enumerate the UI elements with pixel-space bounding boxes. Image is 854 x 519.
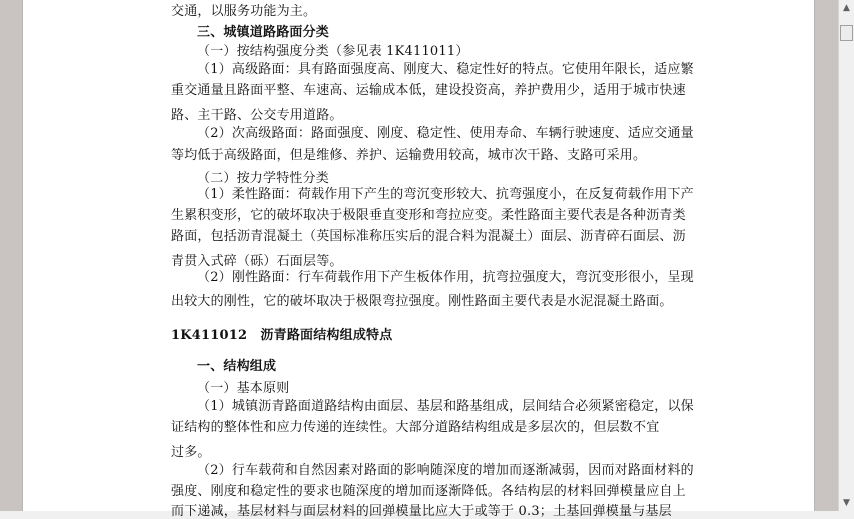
text-line: 过多。 (171, 445, 211, 460)
text-line: 交通，以服务功能为主。 (171, 4, 317, 19)
text-line: 青贯入式碎（砾）石面层等。 (171, 254, 343, 269)
text-heading: 一、结构组成 (197, 359, 277, 374)
scroll-up-icon[interactable]: ▲ (843, 3, 850, 13)
text-line: 重交通量且路面平整、车速高、运输成本低，建设投资高，养护费用少，适用于城市快速 (171, 83, 686, 98)
text-line: 等均低于高级路面，但是维修、养护、运输费用较高，城市次干路、支路可采用。 (171, 148, 647, 163)
text-heading: 三、城镇道路路面分类 (197, 25, 330, 40)
text-line: 而下递减，基层材料与面层材料的回弹模量比应大于或等于 0.3；土基回弹模量与基层 (171, 504, 672, 519)
text-line: 生累积变形，它的破坏取决于极限垂直变形和弯拉应变。柔性路面主要代表是各种沥青类 (171, 208, 686, 223)
text-line: 强度、刚度和稳定性的要求也随深度的增加而逐渐降低。各结构层的材料回弹模量应自上 (171, 484, 686, 499)
text-line: （1）柔性路面：荷载作用下产生的弯沉变形较大、抗弯强度小，在反复荷载作用下产 (197, 187, 694, 202)
section-title: 1K411012 沥青路面结构组成特点 (171, 328, 393, 343)
text-line: 路面，包括沥青混凝土（英国标准称压实后的混合料为混凝土）面层、沥青碎石面层、沥 (171, 229, 686, 244)
text-line: （2）行车载荷和自然因素对路面的影响随深度的增加而逐渐减弱，因而对路面材料的 (197, 463, 694, 478)
viewer-background-left (0, 0, 22, 511)
scroll-thumb[interactable] (840, 25, 853, 41)
text-line: （二）按力学特性分类 (197, 171, 330, 186)
document-page (22, 0, 815, 519)
text-line: （1）城镇沥青路面道路结构由面层、基层和路基组成，层间结合必须紧密稳定，以保 (197, 399, 694, 414)
viewer-background-right (815, 0, 838, 511)
text-line: （一）基本原则 (197, 381, 290, 396)
text-line: （2）刚性路面：行车荷载作用下产生板体作用，抗弯拉强度大，弯沉变形很小，呈现 (197, 270, 694, 285)
text-line: （2）次高级路面：路面强度、刚度、稳定性、使用寿命、车辆行驶速度、适应交通量 (197, 126, 694, 141)
text-line: 出较大的刚性，它的破坏取决于极限弯拉强度。刚性路面主要代表是水泥混凝土路面。 (171, 294, 673, 309)
text-line: 证结构的整体性和应力传递的连续性。大部分道路结构组成是多层次的，但层数不宜 (171, 420, 660, 435)
text-line: 路、主干路、公交专用道路。 (171, 108, 343, 123)
scroll-down-icon[interactable]: ▼ (843, 498, 850, 508)
text-line: （1）高级路面：具有路面强度高、刚度大、稳定性好的特点。它使用年限长，适应繁 (197, 62, 694, 77)
text-line: （一）按结构强度分类（参见表 1K411011） (197, 44, 469, 59)
vertical-scrollbar[interactable] (838, 0, 854, 511)
